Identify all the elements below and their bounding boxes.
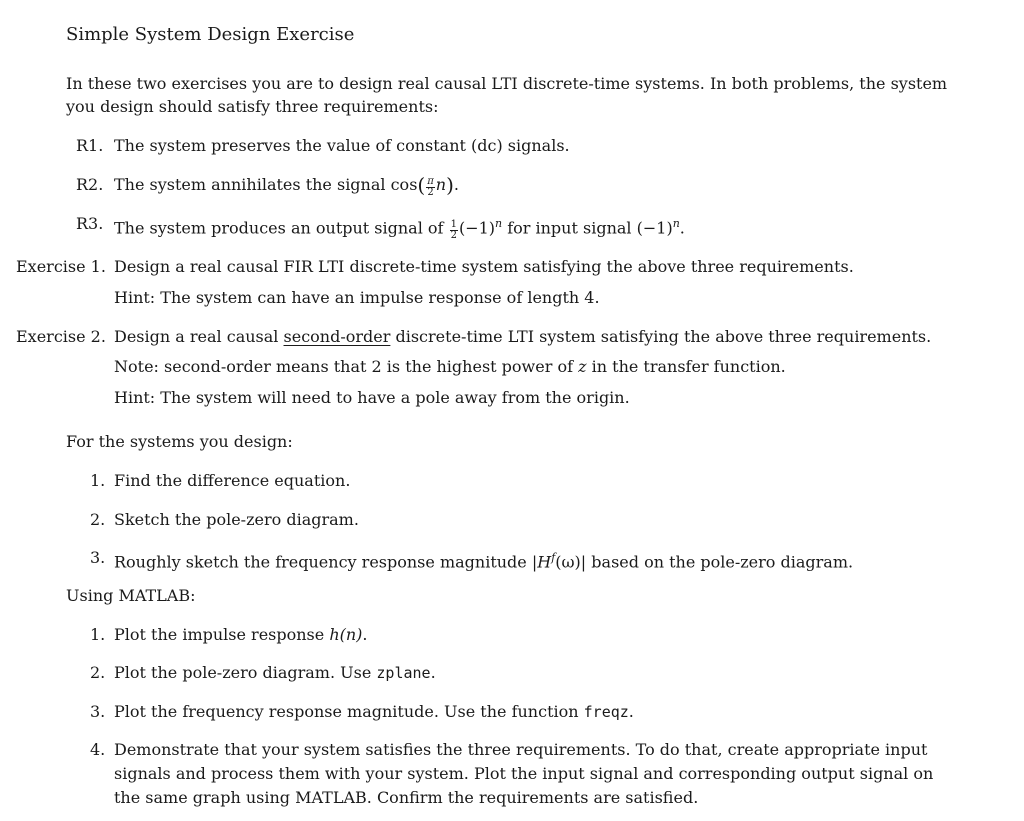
- list-number: 1.: [90, 471, 106, 490]
- list-text: signals and process them with your system. Plot the input signal and corresponding output signal on: [114, 764, 934, 783]
- list-number: 1.: [90, 625, 106, 644]
- code-freqz: freqz: [583, 703, 629, 721]
- list-number: 2.: [90, 663, 106, 682]
- emphasis-second-order: second-order: [283, 327, 391, 346]
- intro-line-2: you design should satisfy three requirements:: [66, 97, 439, 116]
- list-text: Plot the impulse response h(n).: [114, 625, 368, 644]
- requirement-text: The system produces an output signal of $\frac{1}{2}$ $(-1)^n$ for input signal $(-1)^n$.: [114, 217, 685, 242]
- list-text: Demonstrate that your system satisfies the three requirements. To do that, create appropriate input: [114, 740, 928, 759]
- requirement-text: The system preserves the value of constant (dc) signals.: [114, 136, 570, 155]
- requirement-text: The system annihilates the signal cos( $\frac{\pi}{2}$ n).: [114, 173, 460, 198]
- requirement-label: R2.: [76, 175, 104, 194]
- code-zplane: zplane: [376, 664, 431, 682]
- page-title: Simple System Design Exercise: [66, 24, 355, 45]
- intro-line-1: In these two exercises you are to design real causal LTI discrete-time systems. In both problems, the system: [66, 74, 948, 93]
- exercise-text: Design a real causal second-order discrete-time LTI system satisfying the above three requirements.: [114, 327, 932, 346]
- exercise-hint: Hint: The system will need to have a pole away from the origin.: [114, 388, 630, 407]
- exercise-label: Exercise 2.: [16, 327, 106, 346]
- list-number: 3.: [90, 548, 106, 567]
- list-number: 4.: [90, 740, 106, 759]
- list-text: Plot the pole-zero diagram. Use zplane.: [114, 663, 436, 682]
- exercise-text: Design a real causal FIR LTI discrete-time system satisfying the above three requirements.: [114, 257, 854, 276]
- list-number: 3.: [90, 702, 106, 721]
- list-text: the same graph using MATLAB. Confirm the requirements are satisfied.: [114, 788, 699, 807]
- list-text: Roughly sketch the frequency response magnitude $|H^f(\omega)|$ based on the pole-zero diagram.: [114, 551, 854, 572]
- requirement-label: R1.: [76, 136, 104, 155]
- list-text: Plot the frequency response magnitude. Use the function freqz.: [114, 702, 634, 721]
- requirement-label: R3.: [76, 214, 104, 233]
- list-number: 2.: [90, 510, 106, 529]
- section-heading: For the systems you design:: [66, 432, 293, 451]
- exercise-label: Exercise 1.: [16, 257, 106, 276]
- exercise-hint: Hint: The system can have an impulse response of length 4.: [114, 288, 600, 307]
- section-heading: Using MATLAB:: [66, 586, 196, 605]
- exercise-note: Note: second-order means that 2 is the highest power of z in the transfer function.: [114, 357, 786, 376]
- list-text: Sketch the pole-zero diagram.: [114, 510, 359, 529]
- list-text: Find the difference equation.: [114, 471, 351, 490]
